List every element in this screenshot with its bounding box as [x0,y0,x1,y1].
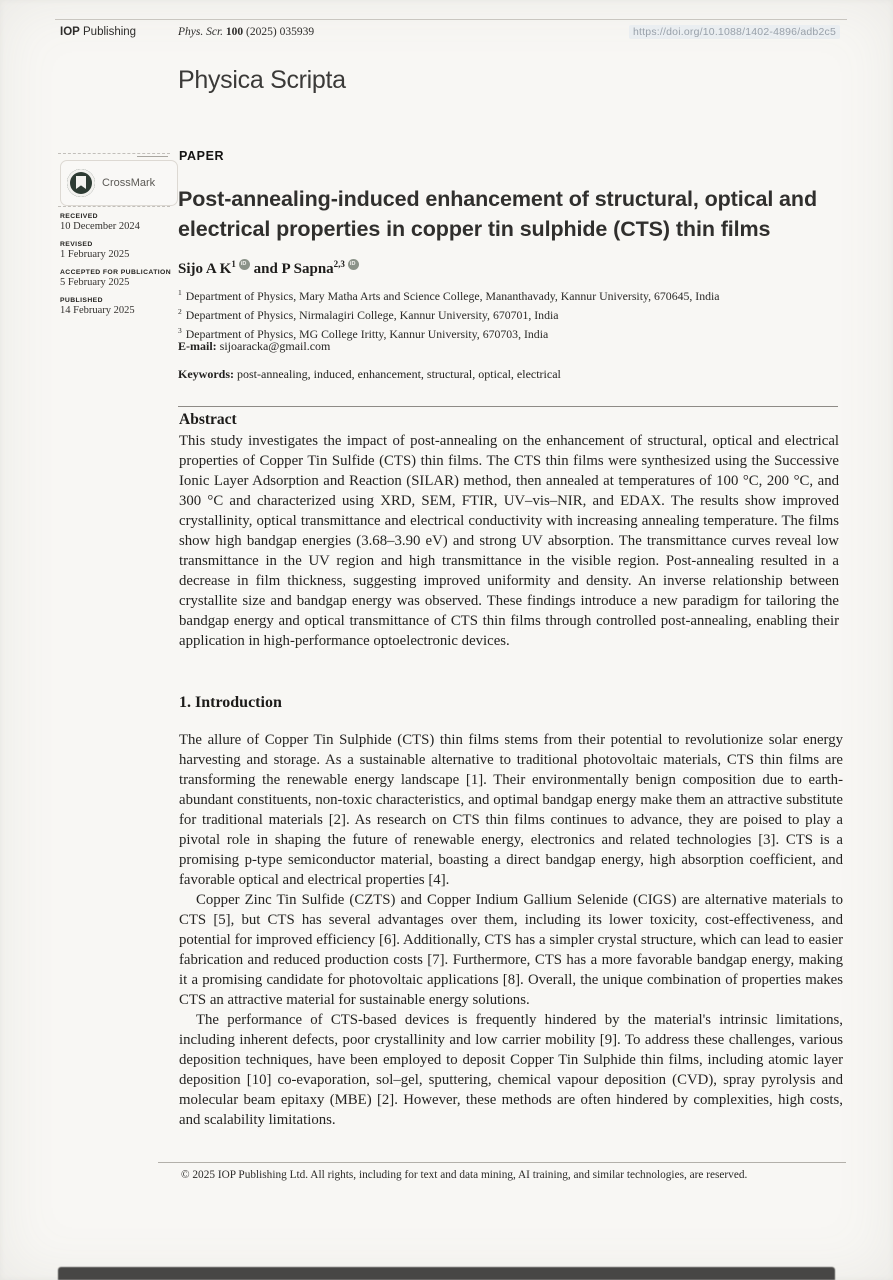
header-divider [55,19,847,20]
copyright-notice: © 2025 IOP Publishing Ltd. All rights, including for text and data mining, AI training, and similar technologies, are reserved. [181,1169,748,1181]
introduction-paragraph: The allure of Copper Tin Sulphide (CTS) thin films stems from their potential to revolutionize solar energy harvesting and storage. As a sustainable alternative to traditional photovoltaic materials, CTS thin films are transforming the renewable energy landscape [1]. Their environmentally benign composition due to earth-abundant constituents, non-toxic characteristics, and optimal bandgap energy make them an attractive substitute for traditional materials [2]. As research on CTS thin films continues to advance, they are poised to play a pivotal role in shaping the future of renewable energy, electronics and related technologies [3]. CTS is a promising p-type semiconductor material, boasting a direct bandgap energy, high absorption coefficient, and favorable optical and electrical properties [4]. [179,732,843,888]
crossmark-badge[interactable] [60,160,178,206]
margin-divider-top [58,153,170,154]
history-revised [60,241,172,260]
history-value: 14 February 2025 [60,305,135,316]
affiliation-text: Department of Physics, MG College Iritty, Kannur University, 670703, India [185,326,549,341]
abstract-heading: Abstract [179,411,237,428]
affiliation-text: Department of Physics, Nirmalagiri College, Kannur University, 670701, India [185,307,559,322]
author-1-affiliation-sup: 1 [231,259,236,269]
history-value: 10 December 2024 [60,221,140,232]
history-published [60,297,172,316]
article-history [60,213,172,325]
citation-volume: 100 [223,26,244,38]
doi-link[interactable]: https://doi.org/10.1088/1402-4896/adb2c5 [629,25,840,39]
citation [178,26,538,38]
history-label: RECEIVED [60,213,98,220]
citation-journal: Phys. Scr. [178,26,224,38]
citation-rest: (2025) 035939 [243,26,315,38]
author-joiner: and [249,261,282,277]
history-accepted [60,269,172,288]
history-value: 1 February 2025 [60,249,130,260]
affiliation-sup: 2 [178,306,182,316]
affiliation-2 [178,304,846,323]
email-label: E-mail: [178,339,220,353]
footer-divider [158,1162,846,1163]
affiliation-text: Department of Physics, Mary Matha Arts and Science College, Mananthavady, Kannur University, 670645, India [185,288,720,303]
keywords-line [178,367,561,382]
history-value: 5 February 2025 [60,277,130,288]
crossmark-label: CrossMark [102,177,156,189]
journal-title: Physica Scripta [178,66,346,94]
photo-bottom-edge [58,1267,835,1280]
affiliation-list [178,285,846,342]
author-2: P Sapna [281,261,334,277]
author-2-affiliation-sup: 2,3 [333,259,345,269]
keywords-label: Keywords: [178,367,237,381]
history-received [60,213,172,232]
email-address[interactable]: sijoaracka@gmail.com [219,339,331,353]
history-label: REVISED [60,241,93,248]
keywords-text: post-annealing, induced, enhancement, structural, optical, electrical [237,367,561,381]
publisher-name [60,26,178,38]
margin-divider-dates [58,206,170,207]
history-label: ACCEPTED FOR PUBLICATION [60,269,172,276]
author-list [178,259,359,278]
affiliation-sup: 1 [178,288,182,297]
paper-label-dash [137,156,168,157]
email-line [178,339,330,354]
introduction-paragraph: The performance of CTS-based devices is frequently hindered by the material's intrinsic limitations, including inherent defects, poor crystallinity and low carrier mobility [9]. To address these challenges, various deposition techniques, have been employed to deposit Copper Tin Sulphide thin films, including atomic layer deposition [10] co-evaporation, sol–gel, sputtering, chemical vapour deposition (CVD), spray pyrolysis and molecular beam epitaxy (MBE) [2]. However, these methods are often hindered by complexities, high costs, and scalability limitations. [179,1012,843,1128]
orcid-icon[interactable] [348,259,359,270]
crossmark-icon [67,169,95,197]
introduction-heading: 1. Introduction [179,694,282,711]
abstract-divider [178,406,838,407]
author-1: Sijo A K [178,261,232,277]
introduction-paragraph: Copper Zinc Tin Sulfide (CZTS) and Copper Indium Gallium Selenide (CIGS) are alternative materials to CTS [5], but CTS has several advantages over them, including its lower toxicity, cost-effectiveness, and potential for improved efficiency [6]. Additionally, CTS has a simpler crystal structure, which can lead to easier fabrication and reduced production costs [7]. Furthermore, CTS has a more favorable bandgap energy, making it a promising candidate for photovoltaic applications [8]. Overall, the unique combination of properties makes CTS an attractive material for sustainable energy solutions. [179,892,843,1008]
orcid-icon[interactable] [239,259,250,270]
publisher-bold: IOP [60,26,80,38]
article-title: Post-annealing-induced enhancement of structural, optical and electrical properties in copper tin sulphide (CTS) thin films [178,187,817,242]
abstract-section [179,411,839,651]
article-type-label: PAPER [179,149,225,163]
affiliation-sup: 3 [178,325,182,335]
history-label: PUBLISHED [60,297,103,304]
running-header [60,25,840,39]
publisher-rest: Publishing [79,26,137,38]
affiliation-1 [178,285,846,304]
abstract-text: This study investigates the impact of post-annealing on the enhancement of structural, optical and electrical properties of Copper Tin Sulfide (CTS) thin films. The CTS thin films were synthesized using the Successive Ionic Layer Adsorption and Reaction (SILAR) method, then annealed at temperatures of 100 °C, 200 °C, and 300 °C and characterized using XRD, SEM, FTIR, UV–vis–NIR, and EDAX. The results show improved crystallinity, optical transmittance and electrical conductivity with increasing annealing temperature. The films show high bandgap energies (3.68–3.90 eV) and strong UV absorption. The transmittance curves reveal low transmittance in the UV region and high transmittance in the visible region. Post-annealing resulted in a decrease in film thickness, suggesting improved uniformity and density. An inverse relationship between crystallite size and bandgap energy was observed. These findings introduce a new paradigm for tailoring the bandgap energy and optical transmittance of CTS thin films through controlled post-annealing, enabling their application in high-performance optoelectronic devices. [179,433,839,649]
introduction-section [179,694,843,1130]
